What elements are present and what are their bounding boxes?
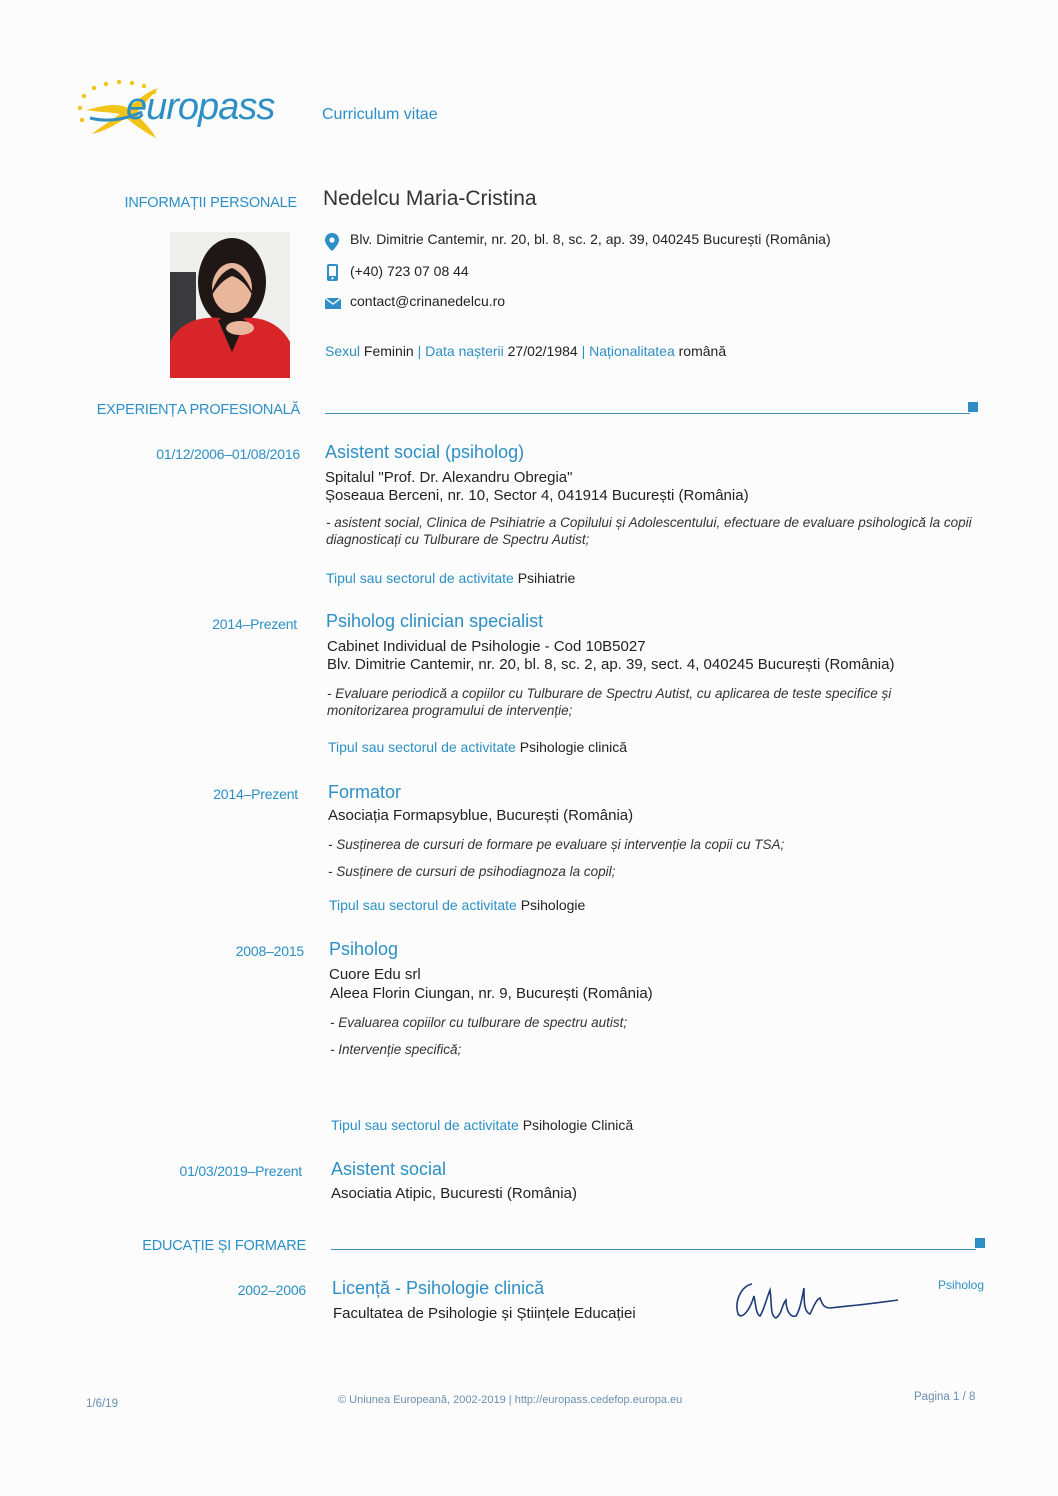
job-address: Aleea Florin Ciungan, nr. 9, București (România) (330, 985, 653, 1002)
footer-copyright: © Uniunea Europeană, 2002-2019 | http://europass.cedefop.europa.eu (338, 1394, 683, 1406)
sex-value: Feminin (363, 343, 414, 359)
address-text: Blv. Dimitrie Cantemir, nr. 20, bl. 8, sc. 2, ap. 39, 040245 București (România) (350, 231, 831, 247)
handwritten-signature (730, 1270, 910, 1335)
location-pin-icon (325, 233, 339, 256)
dob-value: 27/02/1984 (507, 343, 578, 359)
section-label-education: EDUCAȚIE ȘI FORMARE (142, 1238, 306, 1254)
job-employer: Spitalul "Prof. Dr. Alexandru Obregia" (325, 469, 573, 486)
job-sector (331, 1117, 633, 1133)
sector-value: Psihologie clinică (519, 739, 628, 755)
job-description: - Susținere de cursuri de psihodiagnoza la copil; (328, 864, 616, 879)
job-dates: 01/12/2006–01/08/2016 (156, 446, 300, 462)
sector-label: Tipul sau sectorul de activitate (328, 739, 516, 755)
europass-logo (72, 78, 302, 148)
job-dates: 2008–2015 (235, 943, 304, 959)
job-address: Blv. Dimitrie Cantemir, nr. 20, bl. 8, sc. 2, ap. 39, sect. 4, 040245 București (România) (327, 656, 895, 673)
profile-photo (170, 232, 290, 378)
education-title: Licență - Psihologie clinică (332, 1278, 545, 1298)
job-dates: 2014–Prezent (213, 786, 298, 802)
mobile-phone-icon (327, 264, 338, 286)
job-title: Formator (328, 782, 402, 802)
education-dates: 2002–2006 (237, 1282, 306, 1298)
job-title: Asistent social (psiholog) (325, 442, 525, 462)
job-description: - Susținerea de cursuri de formare pe evaluare și intervenție la copii cu TSA; (328, 837, 785, 852)
section-label-experience: EXPERIENȚA PROFESIONALĂ (96, 402, 300, 418)
education-side-note: Psiholog (938, 1278, 985, 1292)
dob-label: Data nașterii (425, 343, 504, 359)
education-institution: Facultatea de Psihologie și Științele Educației (333, 1305, 636, 1322)
sex-label: Sexul (325, 343, 361, 359)
job-description: - Evaluare periodică a copiilor cu Tulburare de Spectru Autist, cu aplicarea de teste specifice și monitorizarea programului de intervenție; (327, 686, 892, 718)
job-description: - Evaluarea copiilor cu tulburare de spectru autist; (330, 1015, 628, 1030)
separator: | (581, 343, 586, 359)
section-marker (975, 1238, 985, 1248)
job-title: Psiholog clinician specialist (326, 611, 544, 631)
email-envelope-icon (325, 296, 341, 314)
job-employer: Cabinet Individual de Psihologie - Cod 10B5027 (327, 638, 646, 655)
footer-date: 1/6/19 (86, 1398, 118, 1410)
section-divider (325, 413, 970, 414)
sector-value: Psihologie Clinică (522, 1117, 634, 1133)
job-employer: Cuore Edu srl (329, 966, 421, 983)
sector-label: Tipul sau sectorul de activitate (331, 1117, 519, 1133)
job-description: - Intervenție specifică; (330, 1042, 462, 1057)
job-description: - asistent social, Clinica de Psihiatrie a Copilului și Adolescentului, efectuare de evaluare psihologică la copii diagnosticați cu Tulburare de Spectru Autist; (326, 515, 972, 547)
nationality-label: Naționalitatea (589, 343, 675, 359)
section-label-personal: INFORMAȚII PERSONALE (124, 195, 297, 211)
job-title: Psiholog (329, 939, 399, 959)
sector-label: Tipul sau sectorul de activitate (329, 897, 517, 913)
logo-wordmark: europass (126, 86, 275, 128)
phone-text[interactable]: (+40) 723 07 08 44 (350, 263, 469, 279)
job-address: Șoseaua Berceni, nr. 10, Sector 4, 041914 București (România) (325, 487, 749, 504)
job-sector (328, 739, 627, 755)
section-marker (968, 402, 978, 412)
nationality-value: română (678, 343, 727, 359)
sector-label: Tipul sau sectorul de activitate (326, 570, 514, 586)
sector-value: Psihiatrie (517, 570, 576, 586)
job-dates: 01/03/2019–Prezent (179, 1163, 302, 1179)
document-title: Curriculum vitae (322, 106, 438, 123)
job-employer: Asociatia Atipic, Bucuresti (România) (331, 1185, 577, 1202)
person-name: Nedelcu Maria-Cristina (323, 187, 537, 210)
section-divider (331, 1249, 976, 1250)
separator: | (417, 343, 422, 359)
sector-value: Psihologie (520, 897, 586, 913)
email-link[interactable]: contact@crinanedelcu.ro (350, 293, 506, 309)
job-dates: 2014–Prezent (212, 616, 297, 632)
job-sector (329, 897, 585, 913)
job-employer: Asociația Formapsyblue, București (România) (328, 807, 634, 824)
personal-details-line (325, 343, 726, 359)
footer-page-number: Pagina 1 / 8 (914, 1391, 976, 1403)
job-title: Asistent social (331, 1159, 447, 1179)
job-sector (326, 570, 575, 586)
